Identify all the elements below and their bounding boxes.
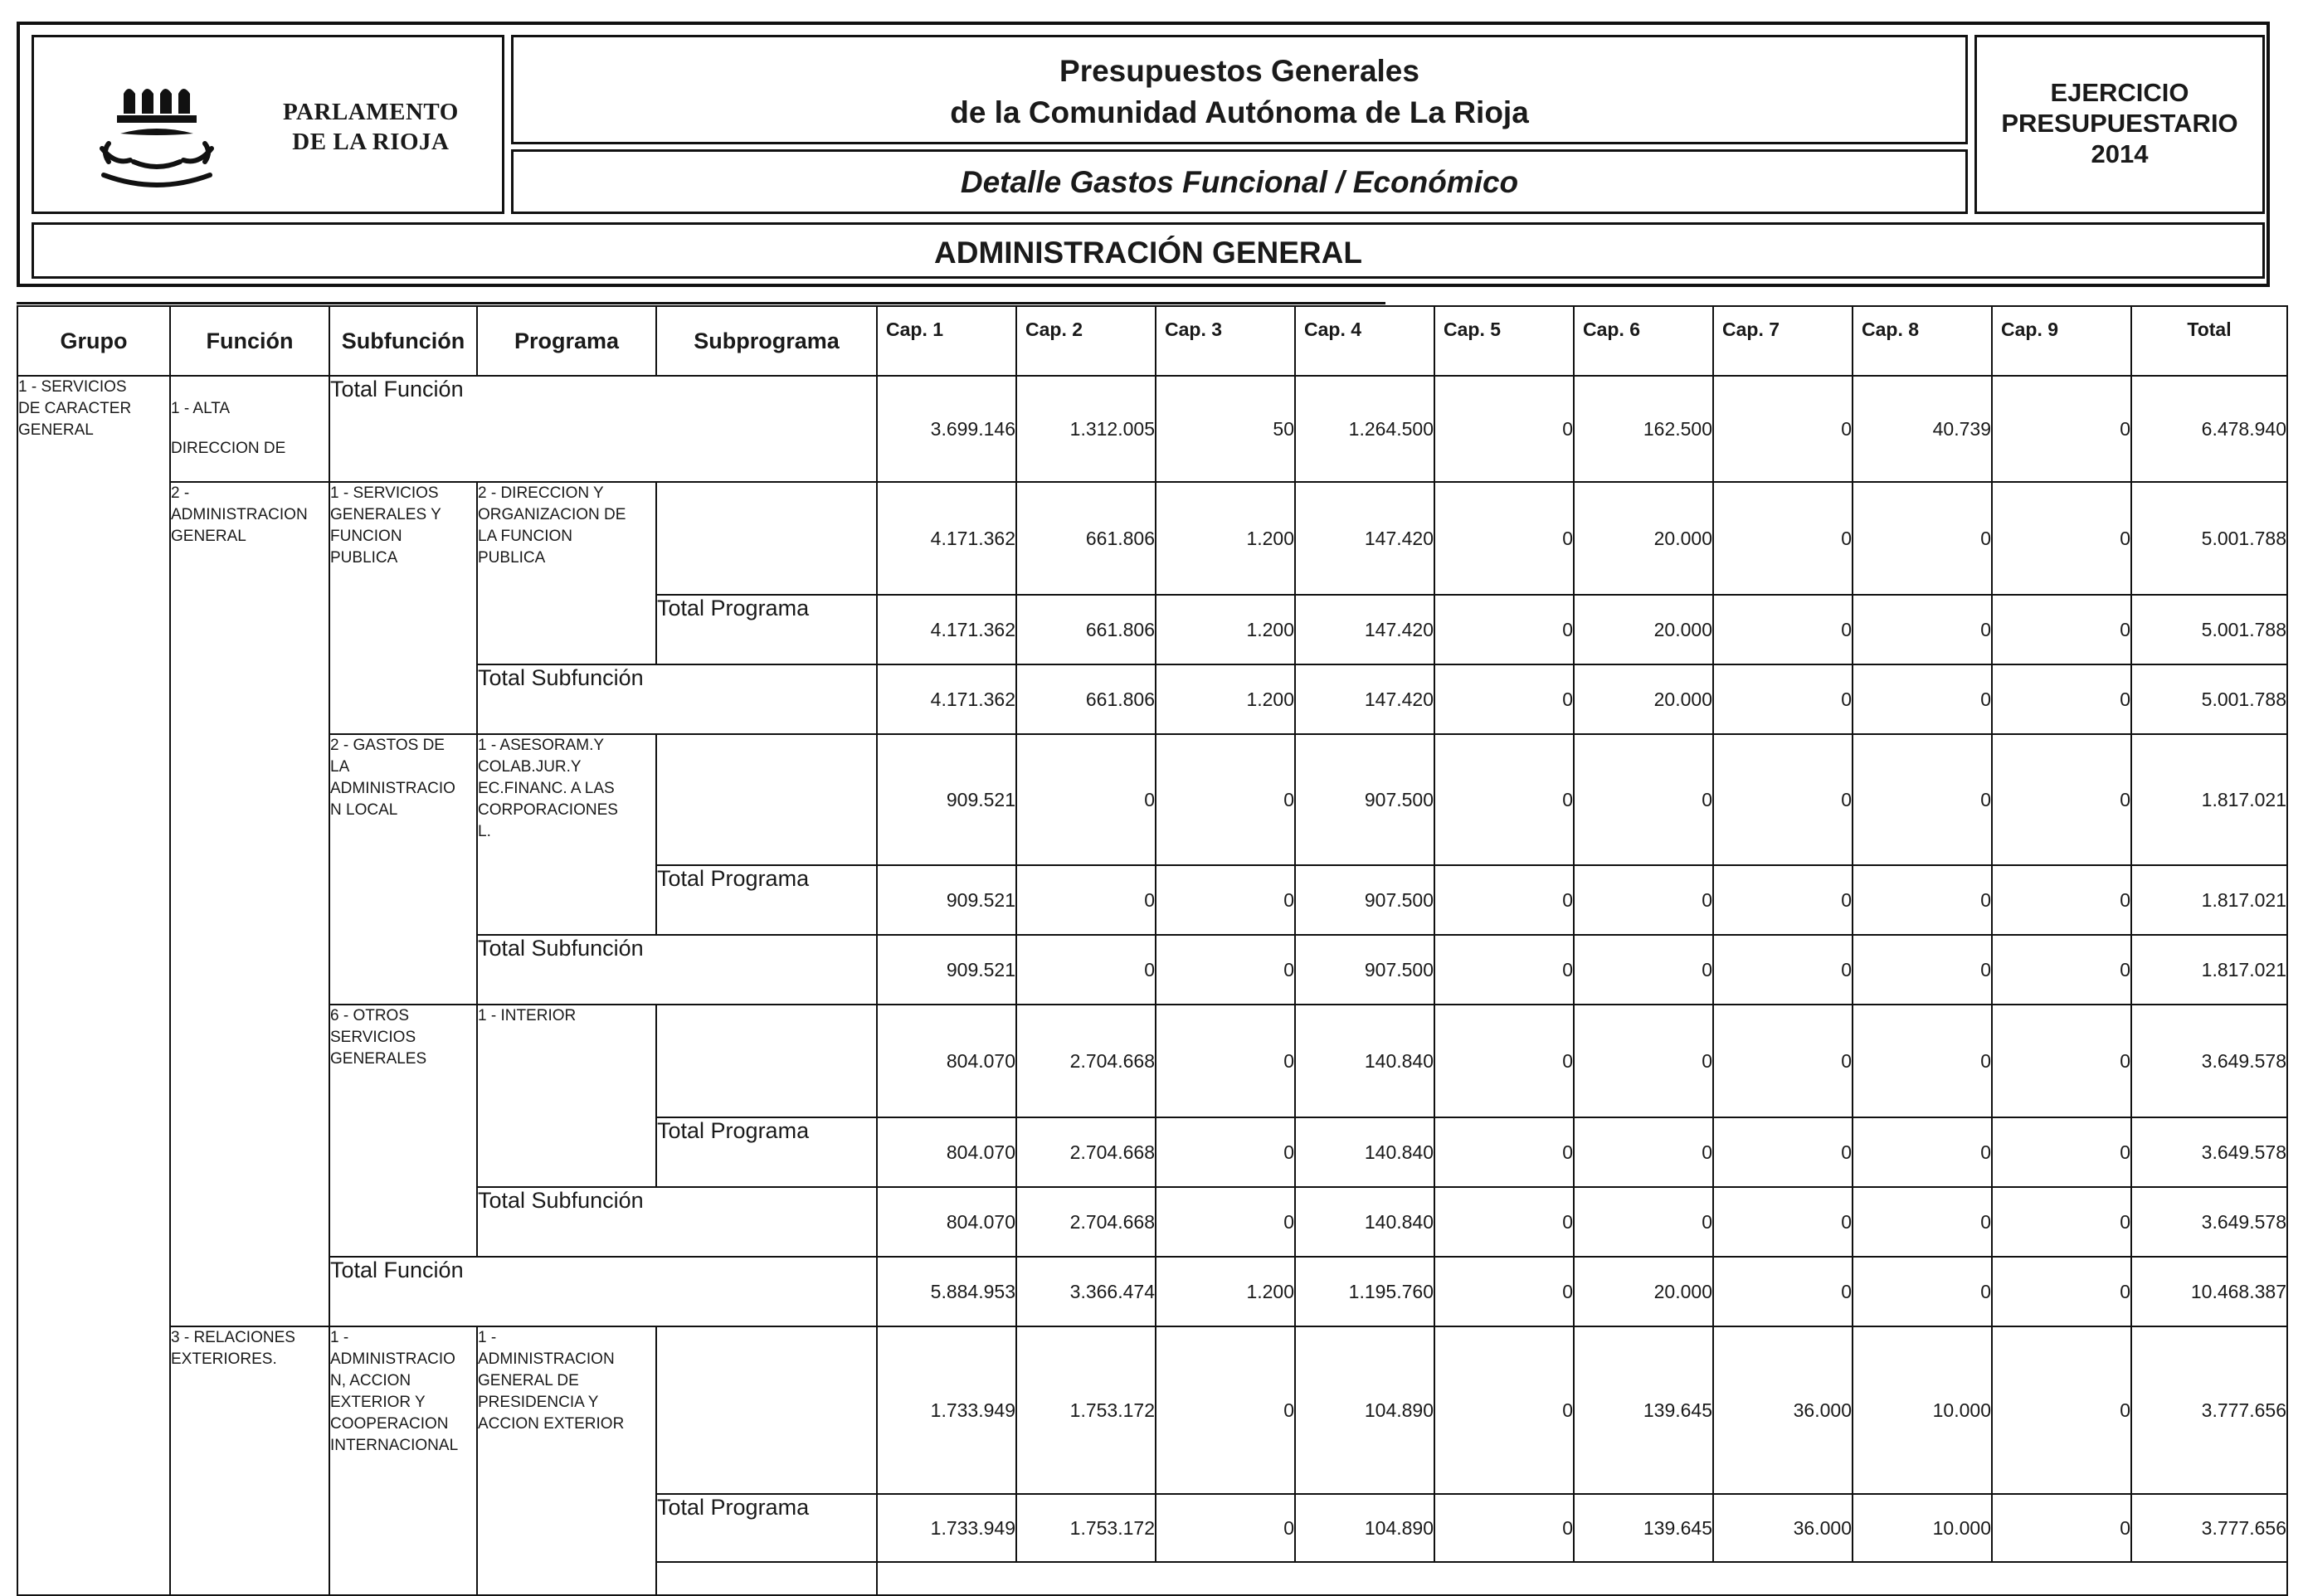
programa-cell: 1 - INTERIOR	[477, 1005, 656, 1187]
total-funcion-label: Total Función	[329, 376, 877, 482]
cell-value: 36.000	[1713, 1326, 1853, 1494]
cell-value: 0	[1016, 734, 1156, 865]
cell-value: 0	[1156, 865, 1295, 935]
funcion-cell-alta	[170, 376, 329, 482]
cell-value: 0	[1713, 482, 1853, 595]
fiscal-year-value: 2014	[2091, 139, 2149, 168]
cell-value: 20.000	[1574, 664, 1713, 734]
cell-total: 3.777.656	[2131, 1326, 2287, 1494]
cell-value: 0	[1713, 865, 1853, 935]
cell-value: 0	[1853, 482, 1992, 595]
funcion-cell-relaciones: 3 - RELACIONES EXTERIORES.	[170, 1326, 329, 1595]
subfuncion-cell: 6 - OTROS SERVICIOS GENERALES	[329, 1005, 477, 1257]
col-grupo: Grupo	[17, 306, 170, 376]
cell-value: 0	[1713, 376, 1853, 482]
cell-value: 0	[1156, 1187, 1295, 1257]
cell-value: 0	[1434, 1326, 1574, 1494]
cell-value: 1.733.949	[877, 1494, 1016, 1562]
institution-line-1: PARLAMENTO	[283, 99, 459, 125]
funcion-alta-line-2: DIRECCION DE	[171, 440, 286, 457]
subprograma-cell	[656, 482, 877, 595]
cell-value: 0	[1992, 1187, 2131, 1257]
cell-value: 1.200	[1156, 1257, 1295, 1326]
cell-value: 0	[1713, 595, 1853, 664]
cell-value: 139.645	[1574, 1494, 1713, 1562]
total-programa-label: Total Programa	[656, 1494, 877, 1562]
subfuncion-cell: 1 - ADMINISTRACIO N, ACCION EXTERIOR Y COOPERACION INTERNACIONAL	[329, 1326, 477, 1595]
cell-value: 0	[1992, 482, 2131, 595]
col-cap-7: Cap. 7	[1713, 306, 1853, 376]
institution-name	[283, 97, 459, 157]
cell-value: 0	[1156, 935, 1295, 1005]
cell-value: 3.366.474	[1016, 1257, 1156, 1326]
cell-value: 0	[1853, 1005, 1992, 1117]
cell-value: 0	[1434, 1005, 1574, 1117]
cell-value: 1.200	[1156, 482, 1295, 595]
cell-value: 0	[1992, 935, 2131, 1005]
col-funcion: Función	[170, 306, 329, 376]
table-row	[17, 734, 2287, 865]
cell-value: 0	[1713, 1257, 1853, 1326]
cell-value: 0	[1156, 734, 1295, 865]
subprograma-cell	[656, 1005, 877, 1117]
cell-value: 0	[1434, 595, 1574, 664]
cell-value: 907.500	[1295, 935, 1434, 1005]
cell-value: 147.420	[1295, 595, 1434, 664]
cell-value: 0	[1156, 1117, 1295, 1187]
cell-value: 0	[1992, 595, 2131, 664]
cell-value: 0	[1156, 1005, 1295, 1117]
cell-total: 3.649.578	[2131, 1187, 2287, 1257]
cell-value: 140.840	[1295, 1187, 1434, 1257]
col-cap-3: Cap. 3	[1156, 306, 1295, 376]
cell-value: 147.420	[1295, 482, 1434, 595]
cell-total: 5.001.788	[2131, 595, 2287, 664]
section-panel	[32, 222, 2265, 279]
table-header-row	[17, 306, 2287, 376]
col-cap-2: Cap. 2	[1016, 306, 1156, 376]
cell-value: 907.500	[1295, 734, 1434, 865]
subtitle-panel	[511, 149, 1968, 214]
cell-value: 139.645	[1574, 1326, 1713, 1494]
table-row	[17, 1326, 2287, 1494]
report-title	[514, 37, 1965, 134]
funcion-cell-admin: 2 - ADMINISTRACION GENERAL	[170, 482, 329, 1326]
funcion-alta-line-1: 1 - ALTA	[171, 400, 231, 417]
total-subfuncion-label: Total Subfunción	[477, 664, 877, 734]
report-header	[17, 22, 2270, 287]
cell-value: 0	[1853, 1187, 1992, 1257]
cell-value: 0	[1156, 1326, 1295, 1494]
cell-value: 0	[1713, 935, 1853, 1005]
cell-value: 36.000	[1713, 1494, 1853, 1562]
programa-cell: 2 - DIRECCION Y ORGANIZACION DE LA FUNCION PUBLICA	[477, 482, 656, 664]
col-cap-5: Cap. 5	[1434, 306, 1574, 376]
total-subfuncion-label: Total Subfunción	[477, 1187, 877, 1257]
cell-value: 0	[1992, 664, 2131, 734]
fiscal-year	[1977, 37, 2262, 169]
cell-value: 0	[1574, 1187, 1713, 1257]
cell-value: 1.312.005	[1016, 376, 1156, 482]
table-row	[17, 376, 2287, 482]
cell-value: 2.704.668	[1016, 1187, 1156, 1257]
cell-value: 0	[1713, 1117, 1853, 1187]
total-programa-label: Total Programa	[656, 1117, 877, 1187]
col-cap-4: Cap. 4	[1295, 306, 1434, 376]
cell-total: 6.478.940	[2131, 376, 2287, 482]
cell-value: 0	[1853, 595, 1992, 664]
cell-value: 0	[1713, 1187, 1853, 1257]
total-programa-label: Total Programa	[656, 865, 877, 935]
cell-value: 0	[1992, 1117, 2131, 1187]
cell-value: 0	[1434, 1117, 1574, 1187]
cell-value: 4.171.362	[877, 482, 1016, 595]
cell-value: 661.806	[1016, 595, 1156, 664]
cell-value: 0	[1853, 1117, 1992, 1187]
cell-value: 1.753.172	[1016, 1494, 1156, 1562]
fiscal-year-panel	[1974, 35, 2265, 214]
programa-cell: 1 - ADMINISTRACION GENERAL DE PRESIDENCIA Y ACCION EXTERIOR	[477, 1326, 656, 1595]
cell-value: 5.884.953	[877, 1257, 1016, 1326]
cell-total: 1.817.021	[2131, 734, 2287, 865]
cell-value: 162.500	[1574, 376, 1713, 482]
cell-value: 50	[1156, 376, 1295, 482]
col-programa: Programa	[477, 306, 656, 376]
cell-value: 0	[1992, 865, 2131, 935]
cell-value: 909.521	[877, 935, 1016, 1005]
cell-value: 140.840	[1295, 1117, 1434, 1187]
col-cap-8: Cap. 8	[1853, 306, 1992, 376]
cell-value: 804.070	[877, 1005, 1016, 1117]
cell-value: 0	[1434, 482, 1574, 595]
cell-value: 907.500	[1295, 865, 1434, 935]
title-panel	[511, 35, 1968, 144]
col-subprograma: Subprograma	[656, 306, 877, 376]
col-subfuncion: Subfunción	[329, 306, 477, 376]
title-line-1: Presupuestos Generales	[1059, 54, 1419, 88]
subprograma-cell	[656, 1326, 877, 1494]
cell-total: 1.817.021	[2131, 865, 2287, 935]
cell-value: 1.195.760	[1295, 1257, 1434, 1326]
cell-value: 0	[1434, 734, 1574, 865]
cell-value: 0	[1434, 1494, 1574, 1562]
cell-value: 147.420	[1295, 664, 1434, 734]
cell-value: 0	[1016, 865, 1156, 935]
cell-value: 661.806	[1016, 482, 1156, 595]
cell-total: 3.649.578	[2131, 1117, 2287, 1187]
divider	[17, 302, 1385, 304]
cell-total: 5.001.788	[2131, 482, 2287, 595]
cell-value: 0	[1992, 1326, 2131, 1494]
cell-value: 0	[1574, 1117, 1713, 1187]
section-title: ADMINISTRACIÓN GENERAL	[934, 236, 1362, 270]
cell-value: 0	[1713, 734, 1853, 865]
cell-value: 0	[1992, 1494, 2131, 1562]
subfuncion-cell: 1 - SERVICIOS GENERALES Y FUNCION PUBLICA	[329, 482, 477, 734]
cell-value: 0	[1713, 1005, 1853, 1117]
cell-value: 909.521	[877, 865, 1016, 935]
empty-cell	[877, 1562, 2287, 1595]
cell-total: 3.777.656	[2131, 1494, 2287, 1562]
programa-cell: 1 - ASESORAM.Y COLAB.JUR.Y EC.FINANC. A LAS CORPORACIONES L.	[477, 734, 656, 935]
cell-value: 661.806	[1016, 664, 1156, 734]
grupo-cell: 1 - SERVICIOS DE CARACTER GENERAL	[17, 376, 170, 1595]
cell-value: 4.171.362	[877, 595, 1016, 664]
cell-value: 0	[1992, 1005, 2131, 1117]
report-subtitle: Detalle Gastos Funcional / Económico	[960, 165, 1519, 199]
title-line-2: de la Comunidad Autónoma de La Rioja	[950, 95, 1529, 129]
cell-total: 5.001.788	[2131, 664, 2287, 734]
cell-value: 0	[1156, 1494, 1295, 1562]
col-cap-1: Cap. 1	[877, 306, 1016, 376]
cell-value: 1.753.172	[1016, 1326, 1156, 1494]
cell-value: 0	[1574, 1005, 1713, 1117]
total-programa-label: Total Programa	[656, 595, 877, 664]
total-subfuncion-label: Total Subfunción	[477, 935, 877, 1005]
col-cap-6: Cap. 6	[1574, 306, 1713, 376]
cell-value: 0	[1574, 935, 1713, 1005]
cell-value: 0	[1713, 664, 1853, 734]
cell-value: 0	[1992, 734, 2131, 865]
cell-value: 1.733.949	[877, 1326, 1016, 1494]
cell-value: 0	[1853, 865, 1992, 935]
fiscal-year-line-1: EJERCICIO	[2050, 78, 2189, 107]
cell-value: 4.171.362	[877, 664, 1016, 734]
cell-value: 40.739	[1853, 376, 1992, 482]
cell-value: 0	[1434, 865, 1574, 935]
subfuncion-cell: 2 - GASTOS DE LA ADMINISTRACIO N LOCAL	[329, 734, 477, 1005]
cell-value: 20.000	[1574, 1257, 1713, 1326]
table-row	[17, 1005, 2287, 1117]
cell-value: 0	[1016, 935, 1156, 1005]
cell-value: 3.699.146	[877, 376, 1016, 482]
cell-value: 0	[1574, 865, 1713, 935]
cell-value: 0	[1574, 734, 1713, 865]
cell-value: 0	[1434, 935, 1574, 1005]
cell-value: 104.890	[1295, 1326, 1434, 1494]
cell-value: 20.000	[1574, 595, 1713, 664]
cell-value: 0	[1434, 1257, 1574, 1326]
cell-value: 10.000	[1853, 1494, 1992, 1562]
institution-line-2: DE LA RIOJA	[292, 129, 450, 155]
cell-value: 2.704.668	[1016, 1117, 1156, 1187]
budget-table	[17, 305, 2288, 1596]
cell-value: 2.704.668	[1016, 1005, 1156, 1117]
cell-value: 0	[1853, 734, 1992, 865]
fiscal-year-line-2: PRESUPUESTARIO	[2001, 109, 2238, 138]
cell-value: 0	[1992, 1257, 2131, 1326]
cell-value: 0	[1853, 664, 1992, 734]
cell-value: 104.890	[1295, 1494, 1434, 1562]
empty-cell	[656, 1562, 877, 1595]
cell-value: 0	[1434, 664, 1574, 734]
table-row	[17, 482, 2287, 595]
cell-value: 0	[1434, 376, 1574, 482]
subprograma-cell	[656, 734, 877, 865]
total-funcion-label: Total Función	[329, 1257, 877, 1326]
cell-value: 804.070	[877, 1187, 1016, 1257]
cell-value: 804.070	[877, 1117, 1016, 1187]
cell-value: 909.521	[877, 734, 1016, 865]
cell-value: 0	[1434, 1187, 1574, 1257]
cell-value: 1.200	[1156, 595, 1295, 664]
cell-total: 1.817.021	[2131, 935, 2287, 1005]
cell-value: 10.000	[1853, 1326, 1992, 1494]
parliament-logo-icon	[84, 62, 266, 195]
col-cap-9: Cap. 9	[1992, 306, 2131, 376]
cell-total: 10.468.387	[2131, 1257, 2287, 1326]
cell-value: 0	[1992, 376, 2131, 482]
cell-value: 0	[1853, 935, 1992, 1005]
logo-panel	[32, 35, 504, 214]
cell-value: 20.000	[1574, 482, 1713, 595]
cell-total: 3.649.578	[2131, 1005, 2287, 1117]
cell-value: 140.840	[1295, 1005, 1434, 1117]
col-total: Total	[2131, 306, 2287, 376]
cell-value: 1.264.500	[1295, 376, 1434, 482]
cell-value: 1.200	[1156, 664, 1295, 734]
cell-value: 0	[1853, 1257, 1992, 1326]
table-row	[17, 1257, 2287, 1326]
